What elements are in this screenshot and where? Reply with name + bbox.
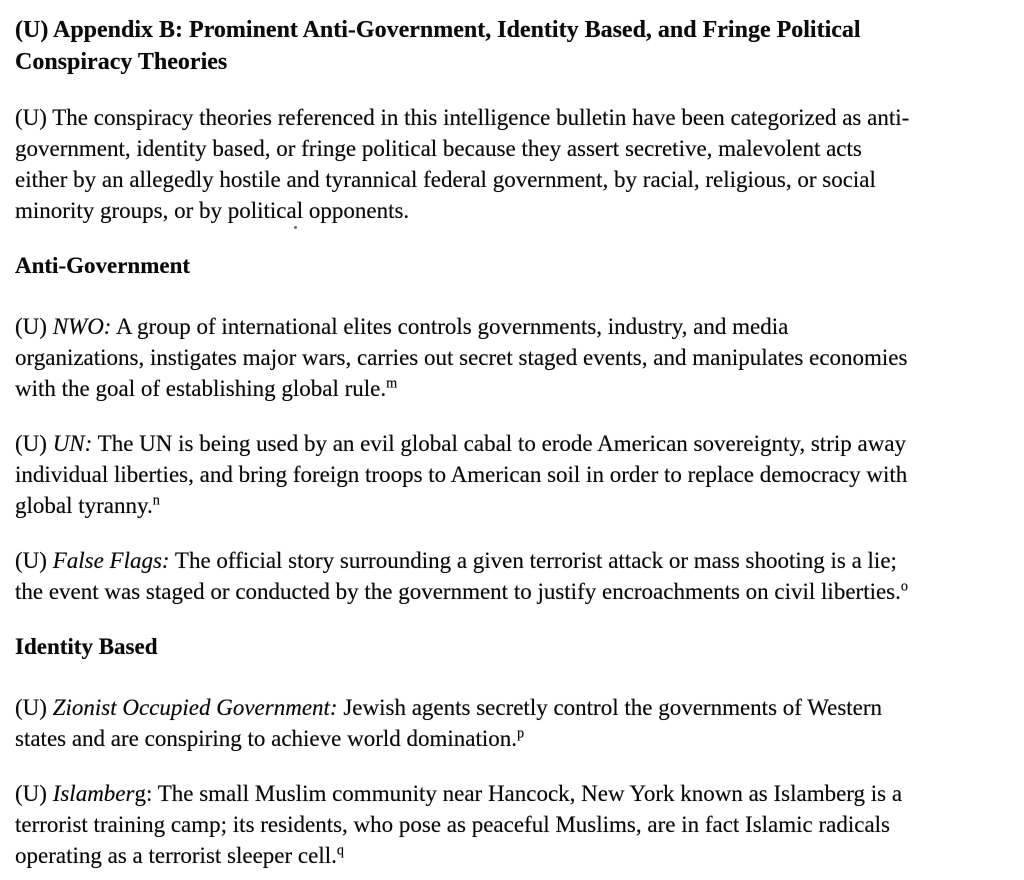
- text-line: [15, 692, 1012, 723]
- text-run: (U) Appendix B: Prominent Anti-Government, Identity Based, and Fringe Political: [15, 17, 861, 43]
- text-run: either by an allegedly hostile and tyrannical federal government, by racial, religious, or social: [15, 167, 876, 192]
- text-run: terrorist training camp; its residents, who pose as peaceful Muslims, are in fact Islamic radicals: [15, 812, 891, 837]
- text-run: Identity Based: [15, 634, 158, 659]
- paragraph-zionist-occupied-government: [15, 692, 1012, 754]
- text-line: [15, 102, 1012, 133]
- text-line: [15, 14, 1012, 46]
- text-line: [15, 311, 1012, 342]
- text-run: (U): [15, 695, 53, 720]
- text-run: The UN is being used by an evil global cabal to erode American sovereignty, strip away: [92, 431, 907, 456]
- intro-paragraph: [15, 102, 1012, 226]
- paragraph-un: [15, 428, 1012, 521]
- text-run: operating as a terrorist sleeper cell.: [15, 843, 337, 868]
- text-line: [15, 490, 1012, 521]
- text-run: (U): [15, 314, 53, 339]
- paragraph-islamberg: [15, 778, 1012, 871]
- text-line: [15, 840, 1012, 871]
- text-run: global tyranny.: [15, 493, 153, 518]
- text-run: Jewish agents secretly control the governments of Western: [337, 695, 883, 720]
- text-run: Zionist Occupied Government:: [52, 695, 338, 720]
- text-run: with the goal of establishing global rule.: [15, 376, 387, 401]
- section-heading-anti-government: [15, 250, 1012, 281]
- text-line: [15, 576, 1012, 607]
- footnote-marker: p: [517, 725, 525, 742]
- text-line: [15, 250, 1012, 281]
- text-run: A group of international elites controls governments, industry, and media: [111, 314, 789, 339]
- appendix-title: [15, 14, 1012, 78]
- text-line: [15, 809, 1012, 840]
- text-run: the event was staged or conducted by the government to justify encroachments on civil liberties.: [15, 579, 901, 604]
- text-run: g: The small Muslim community near Hancock, New York known as Islamberg is a: [134, 781, 903, 806]
- text-run: individual liberties, and bring foreign troops to American soil in order to replace democracy with: [15, 462, 908, 487]
- paragraph-nwo: [15, 311, 1012, 404]
- text-run: Islamber: [52, 781, 135, 806]
- text-run: (U): [15, 781, 53, 806]
- text-run: government, identity based, or fringe political because they assert secretive, malevolent acts: [15, 136, 862, 161]
- text-run: states and are conspiring to achieve world domination.: [15, 726, 518, 751]
- text-line: [15, 778, 1012, 809]
- text-run: (U) The conspiracy theories referenced in this intelligence bulletin have been categorized as anti-: [15, 105, 910, 130]
- text-run: minority groups, or by political opponents.: [15, 198, 410, 223]
- text-run: The official story surrounding a given terrorist attack or mass shooting is a lie;: [169, 548, 897, 573]
- text-line: [15, 723, 1012, 754]
- text-line: [15, 164, 1012, 195]
- text-line: [15, 342, 1012, 373]
- footnote-marker: q: [336, 842, 344, 859]
- text-line: [15, 46, 1012, 78]
- section-heading-identity-based: [15, 631, 1012, 662]
- text-line: [15, 459, 1012, 490]
- text-run: False Flags:: [52, 548, 170, 573]
- text-run: organizations, instigates major wars, carries out secret staged events, and manipulates economies: [15, 345, 908, 370]
- footnote-marker: o: [900, 578, 909, 595]
- text-line: [15, 373, 1012, 404]
- text-run: Anti-Government: [15, 253, 191, 278]
- footnote-marker: m: [386, 375, 398, 392]
- footnote-marker: n: [152, 492, 160, 509]
- text-line: [15, 195, 1012, 226]
- text-line: [15, 133, 1012, 164]
- paragraph-false-flags: [15, 545, 1012, 607]
- text-line: [15, 428, 1012, 459]
- text-run: (U): [15, 548, 53, 573]
- text-run: UN:: [52, 431, 93, 456]
- text-line: [15, 631, 1012, 662]
- text-run: (U): [15, 431, 53, 456]
- scan-speckle: [294, 226, 297, 229]
- text-run: Conspiracy Theories: [15, 49, 228, 75]
- document-content: [15, 14, 1012, 871]
- text-run: NWO:: [52, 314, 112, 339]
- text-line: [15, 545, 1012, 576]
